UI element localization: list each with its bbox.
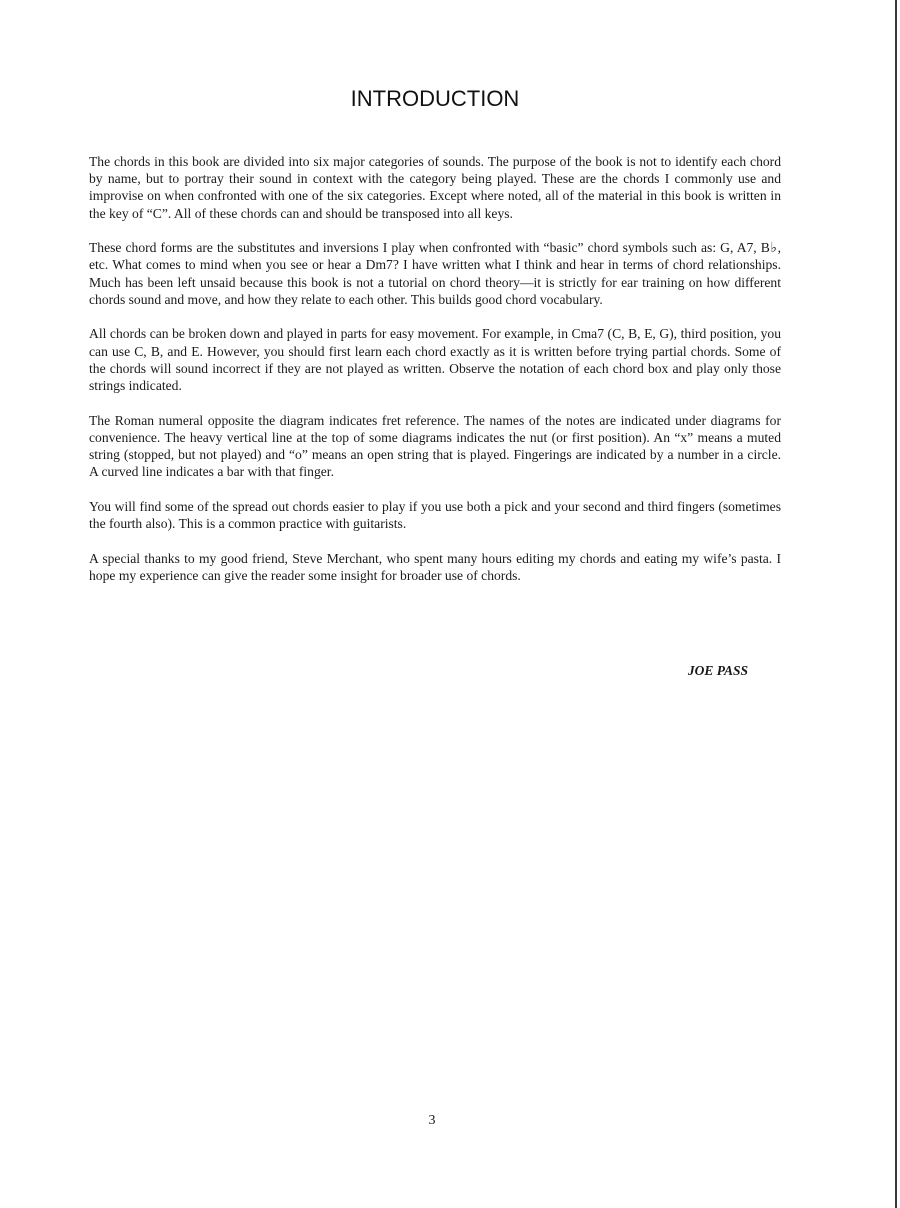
paragraph-spread-chords: You will find some of the spread out chords easier to play if you use both a pick and your second and third fingers (sometimes the fourth also). This is a common practice with guitarists. (89, 498, 781, 532)
paragraph-diagram-notation: The Roman numeral opposite the diagram indicates fret reference. The names of the notes are indicated under diagrams for convenience. The heavy vertical line at the top of some diagrams indicates the nut (or first position). An “x” means a muted string (stopped, but not played) and “o” means an open string that is played. Fingerings are indicated by a number in a circle. A curved line indicates a bar with that finger. (89, 412, 781, 480)
paragraph-chord-forms: These chord forms are the substitutes and inversions I play when confronted with “basic” chord symbols such as: G, A7, B♭, etc. What comes to mind when you see or hear a Dm7? I have written what I think and hear in terms of chord relationships. Much has been left unsaid because this book is not a tutorial on chord theory—it is strictly for ear training on how different chords sound and move, and how they relate to each other. This builds good chord vocabulary. (89, 240, 781, 307)
introduction-body (89, 153, 781, 601)
paragraph-partial-chords: All chords can be broken down and played in parts for easy movement. For example, in Cma7 (C, B, E, G), third position, you can use C, B, and E. However, you should first learn each chord exactly as it is written before trying partial chords. Some of the chords will sound incorrect if they are not played as written. Observe the notation of each chord box and play only those strings indicated. (89, 326, 781, 394)
page-edge-divider (895, 0, 897, 1208)
paragraph-acknowledgement: A special thanks to my good friend, Steve Merchant, who spent many hours editing my chords and eating my wife’s pasta. I hope my experience can give the reader some insight for broader use of chords. (89, 550, 781, 583)
page-title: INTRODUCTION (350, 86, 520, 111)
author-signature: JOE PASS (687, 663, 748, 678)
paragraph-chord-categories: The chords in this book are divided into six major categories of sounds. The purpose of the book is not to identify each chord by name, but to portray their sound in context with the category being played. These are the chords I commonly use and improvise on when confronted with one of the six categories. Except where noted, all of the material in this book is written in the key of “C”. All of these chords can and should be transposed into all keys. (89, 154, 781, 221)
page-number: 3 (428, 1113, 436, 1128)
